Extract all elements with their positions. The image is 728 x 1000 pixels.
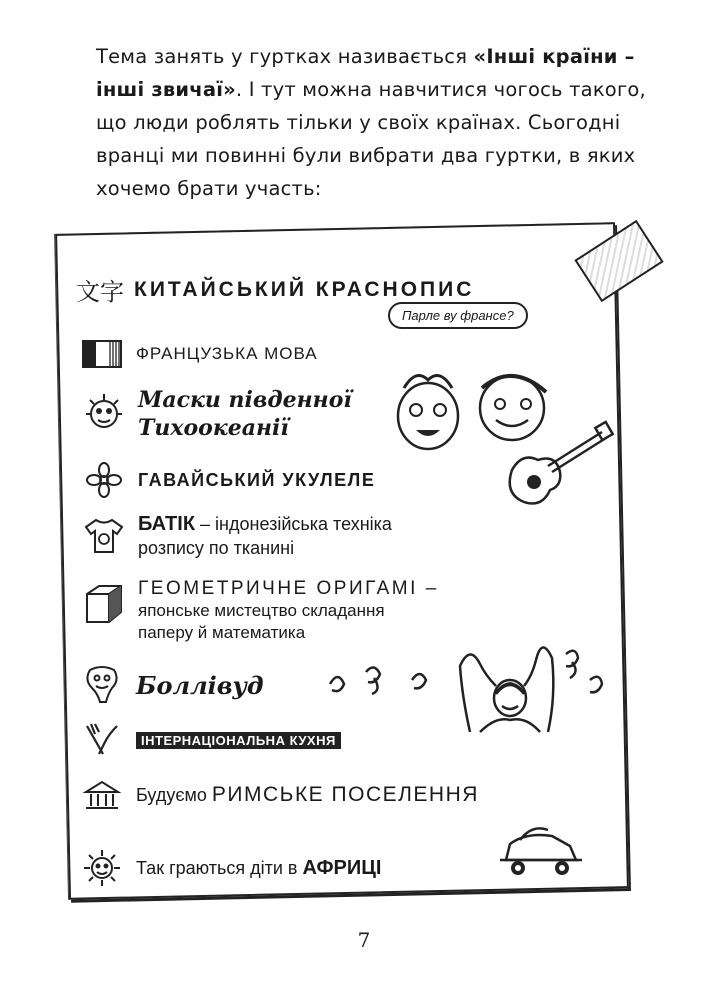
building-icon bbox=[76, 778, 128, 812]
ukulele-illustration bbox=[498, 420, 616, 510]
item-label-line2: японське мистецтво складання bbox=[138, 601, 385, 620]
item-label bbox=[138, 578, 439, 644]
item-label-line1: Маски південної bbox=[138, 387, 352, 413]
sun-icon bbox=[76, 848, 128, 888]
origami-bold: ГЕОМЕТРИЧНЕ ОРИГАМІ – bbox=[138, 578, 439, 599]
item-label-line2: розпису по тканині bbox=[138, 538, 295, 558]
item-label-line3: паперу й математика bbox=[138, 623, 306, 642]
item-label: ФРАНЦУЗЬКА МОВА bbox=[136, 344, 318, 363]
africa-bold: АФРИЦІ bbox=[302, 856, 382, 879]
tshirt-icon bbox=[78, 517, 130, 555]
chinese-characters-icon: 文字 bbox=[76, 278, 124, 306]
africa-prefix: Так граються діти в bbox=[136, 857, 303, 878]
item-french-language bbox=[76, 340, 318, 368]
item-geometric-origami bbox=[78, 578, 439, 644]
item-label: КИТАЙСЬКИЙ КРАСНОПИС bbox=[134, 277, 475, 301]
french-flag-icon bbox=[76, 340, 128, 368]
fork-knife-icon bbox=[76, 722, 128, 758]
roman-prefix: Будуємо bbox=[136, 785, 212, 805]
intro-text-1: Тема занять у гуртках називається bbox=[96, 45, 474, 68]
item-label bbox=[136, 857, 381, 880]
batik-bold: БАТІК bbox=[138, 513, 196, 535]
page-number: 7 bbox=[357, 928, 371, 952]
item-bollywood bbox=[76, 664, 264, 706]
music-notes-illustration bbox=[326, 660, 446, 700]
item-label: ІНТЕРНАЦІОНАЛЬНА КУХНЯ bbox=[136, 732, 341, 749]
item-batik bbox=[78, 512, 392, 560]
item-hawaiian-ukulele bbox=[78, 462, 375, 498]
girl-illustration bbox=[456, 636, 562, 736]
intro-topic-bold: «Інші країни – інші звичаї» bbox=[96, 45, 635, 101]
item-label bbox=[136, 783, 479, 807]
roman-bold: РИМСЬКЕ ПОСЕЛЕННЯ bbox=[211, 783, 479, 806]
toy-car-illustration bbox=[496, 820, 586, 884]
item-roman-settlement bbox=[76, 778, 479, 812]
intro-paragraph bbox=[96, 40, 656, 205]
item-africa-games bbox=[76, 848, 381, 888]
mask-icon bbox=[78, 392, 130, 436]
speech-bubble: Парле ву франсе? bbox=[388, 302, 528, 329]
item-label-line2: Тихоокеанії bbox=[138, 415, 289, 441]
flower-icon bbox=[78, 462, 130, 498]
item-label bbox=[138, 386, 352, 442]
item-label bbox=[138, 512, 392, 560]
music-notes-right-illustration bbox=[560, 646, 610, 706]
cube-icon bbox=[78, 578, 130, 626]
item-masks bbox=[78, 386, 352, 442]
elephant-icon bbox=[76, 664, 128, 706]
item-label: Боллівуд bbox=[136, 670, 264, 700]
item-international-cuisine bbox=[76, 722, 341, 758]
batik-rest: – індонезійська техніка bbox=[195, 514, 392, 534]
item-label: ГАВАЙСЬКИЙ УКУЛЕЛЕ bbox=[138, 469, 376, 490]
intro-text-2: . І тут можна навчитися чогось такого, що люди роблять тільки у своїх країнах. Сьогодні вранці ми повинні були вибрати два гуртки, в яких хочемо брати участь: bbox=[96, 78, 646, 200]
